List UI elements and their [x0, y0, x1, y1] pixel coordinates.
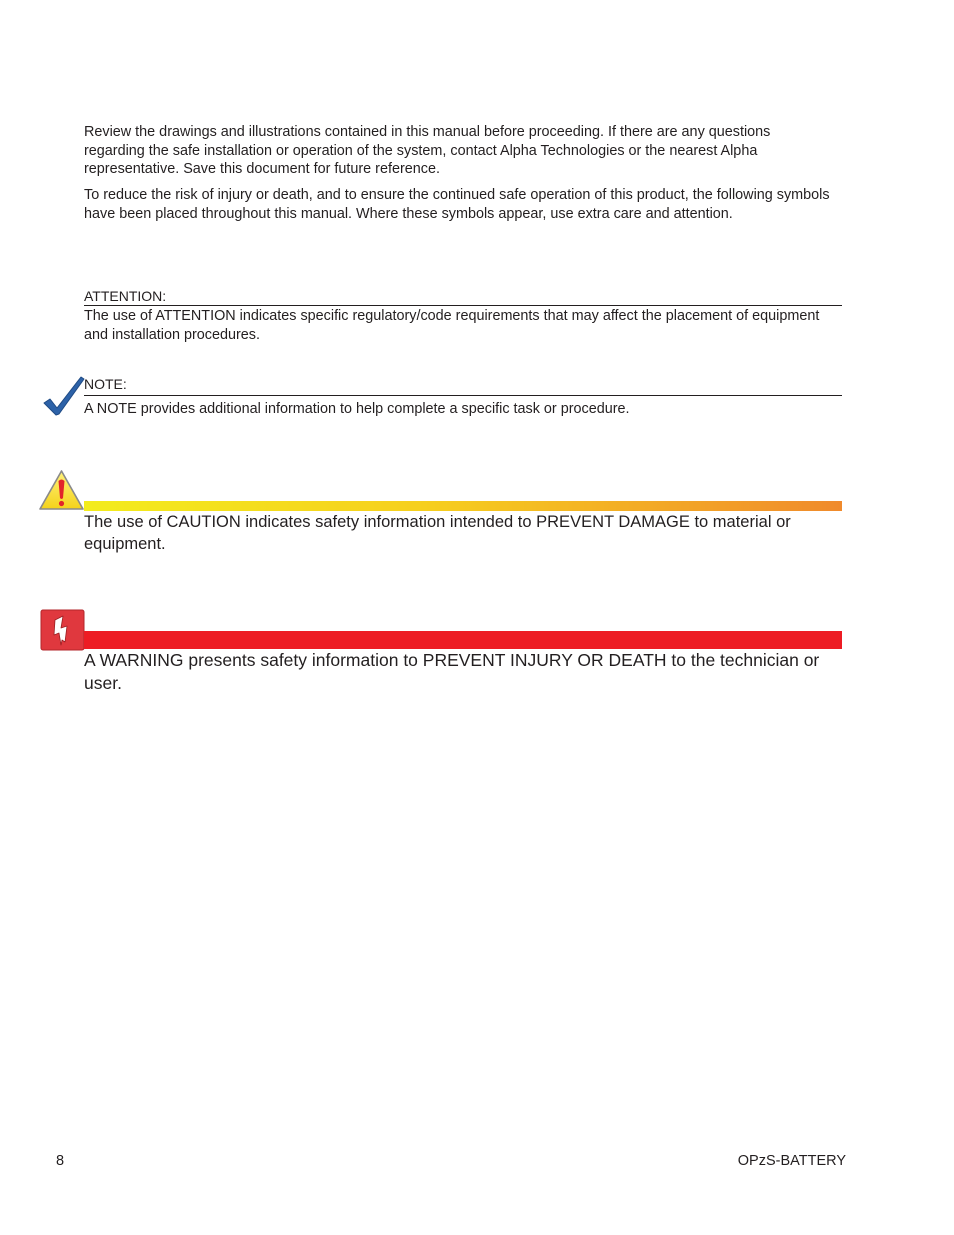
note-rule [84, 395, 842, 396]
caution-triangle-icon [38, 469, 85, 511]
note-text: A NOTE provides additional information to help complete a specific task or procedure. [84, 401, 630, 417]
lightning-icon [40, 609, 85, 651]
intro-paragraph-symbols: To reduce the risk of injury or death, and to ensure the continued safe operation of this product, the following symbols have been placed throughout this manual. Where these symbols appear, use extra care and attention. [84, 187, 830, 222]
intro-paragraph-review: Review the drawings and illustrations contained in this manual before proceeding. If there are any questions regarding the safe installation or operation of the system, contact Alpha Technologies or the nearest Alpha representative. Save this document for future reference. [84, 124, 771, 177]
caution-text: The use of CAUTION indicates safety information intended to PREVENT DAMAGE to material or equipment. [84, 513, 791, 553]
checkmark-icon [42, 375, 86, 417]
attention-label: ATTENTION: [84, 288, 167, 304]
attention-text: The use of ATTENTION indicates specific regulatory/code requirements that may affect the placement of equipment and installation procedures. [84, 308, 820, 343]
attention-rule [84, 305, 842, 306]
warning-bar [84, 631, 842, 649]
note-label: NOTE: [84, 376, 127, 392]
warning-text: A WARNING presents safety information to PREVENT INJURY OR DEATH to the technician or user. [84, 650, 820, 693]
page-number: 8 [56, 1153, 65, 1169]
document-title: OPzS-BATTERY [737, 1153, 846, 1169]
caution-bar [84, 501, 842, 511]
